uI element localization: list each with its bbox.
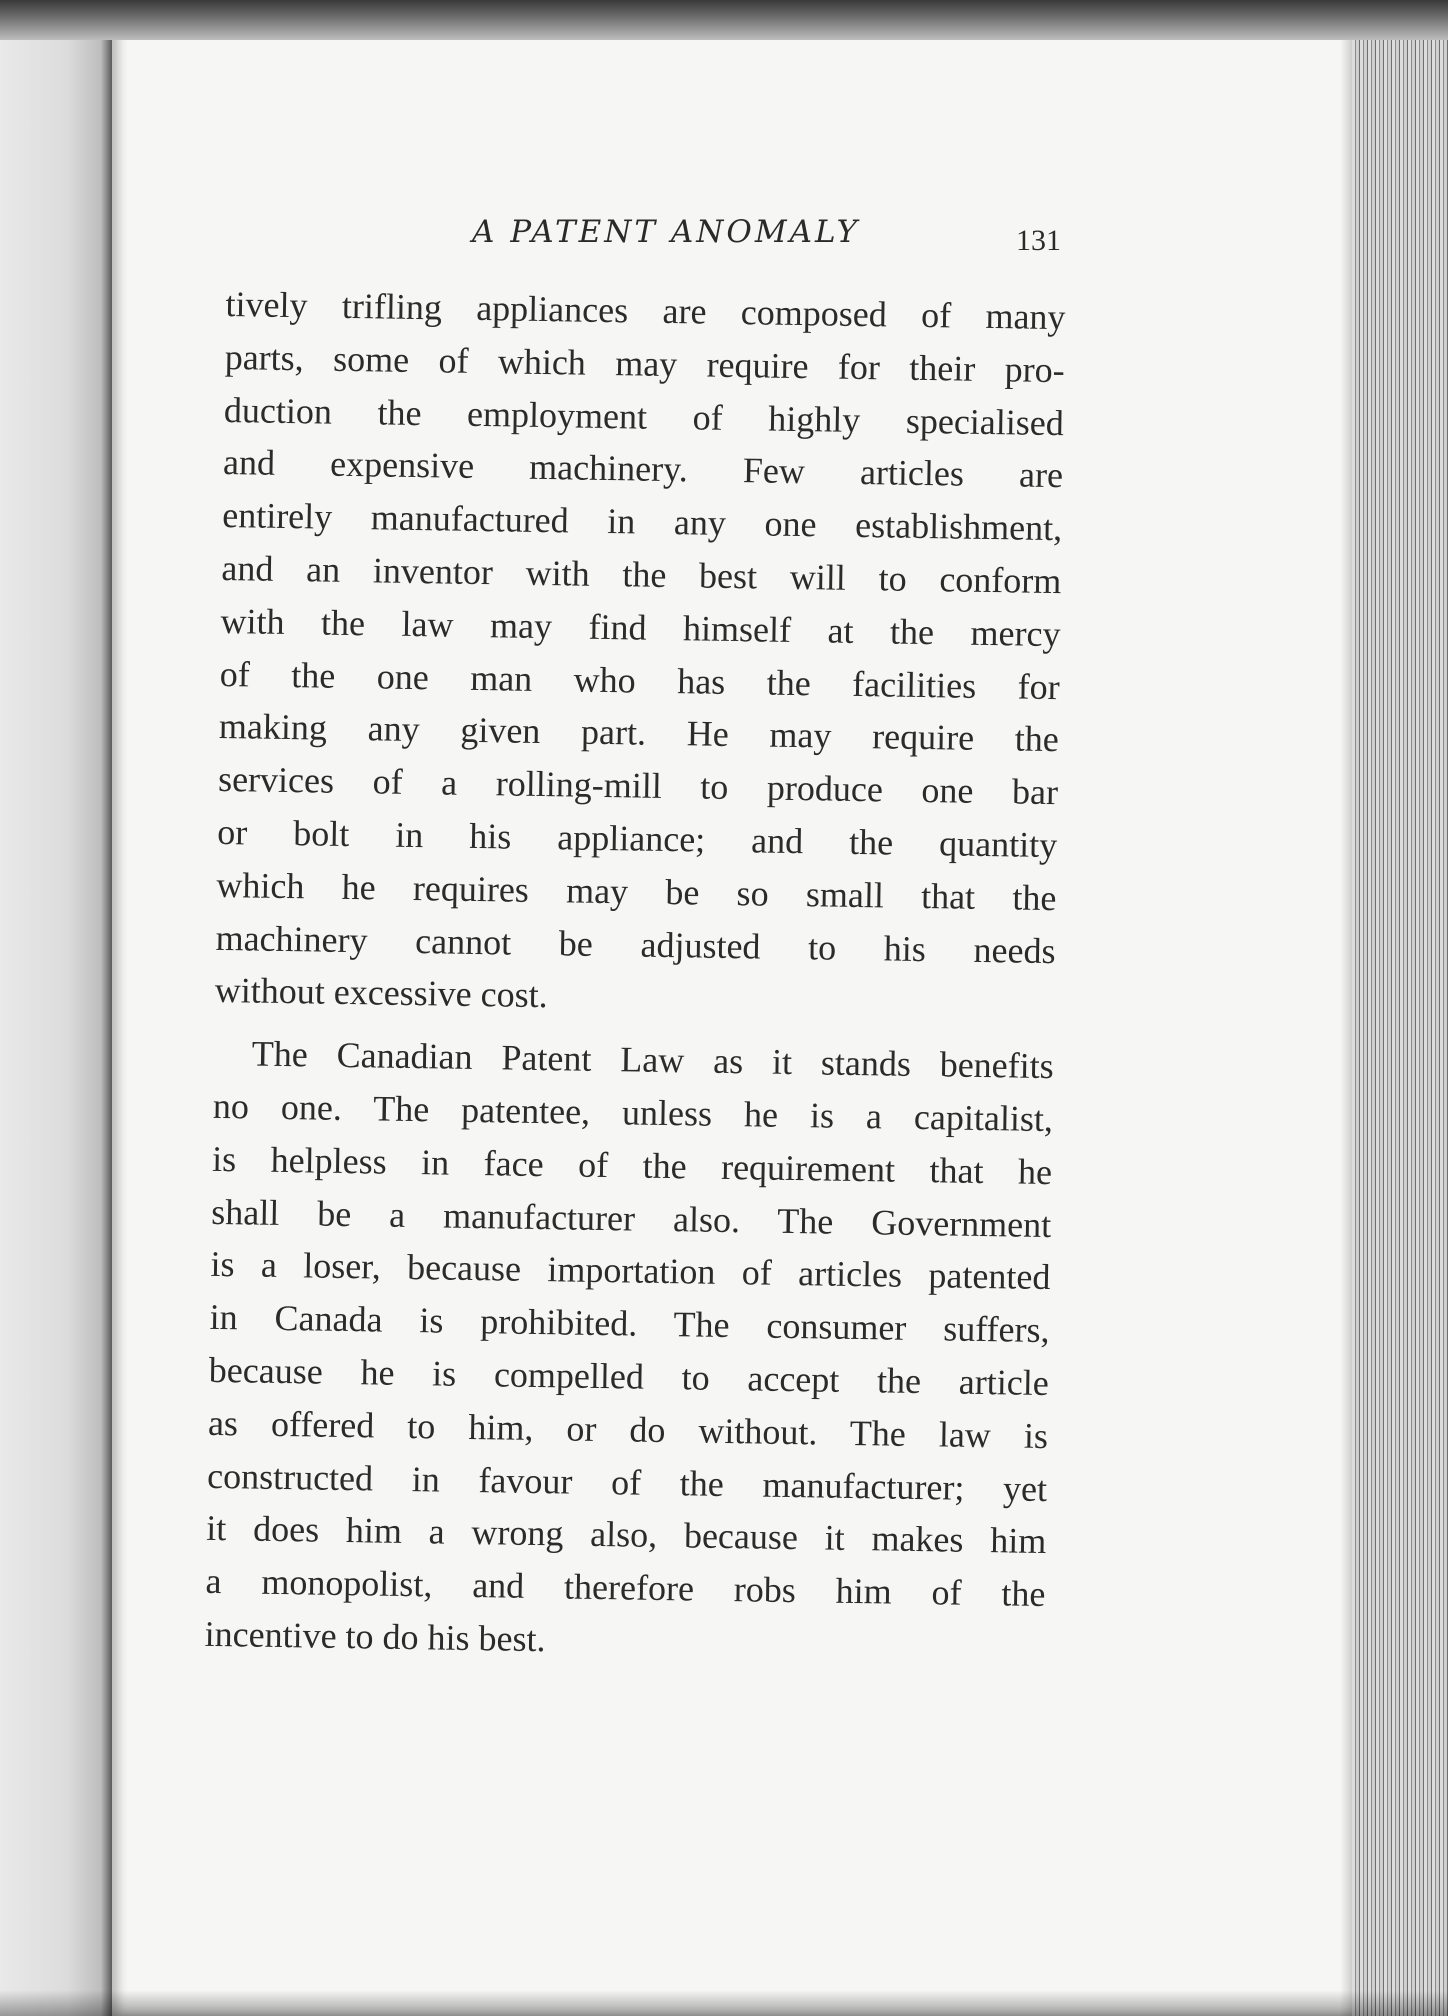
text-line: tively trifling appliances are composed of many [225,283,1066,338]
top-shadow [0,0,1448,40]
text-line: making any given part. He may require the [218,706,1060,760]
text-line: duction the employment of highly specialised [223,389,1065,443]
text-line: no one. The patentee, unless he is a capitalist, [212,1085,1054,1140]
text-line: constructed in favour of the manufacturer; yet [206,1455,1048,1509]
text-line: it does him a wrong also, because it makes him [206,1508,1047,1562]
text-line: or bolt in his appliance; and the quantity [216,811,1058,866]
body-text [204,278,1066,1674]
text-line: a monopolist, and therefore robs him of the [205,1560,1046,1615]
text-line: services of a rolling-mill to produce one bar [217,759,1059,813]
running-head: A PATENT ANOMALY [472,214,861,250]
text-line: incentive to do his best. [204,1613,546,1660]
text-line: in Canada is prohibited. The consumer suffers, [209,1297,1050,1351]
paragraph-2 [204,1027,1054,1674]
text-line: is a loser, because importation of articles patented [210,1244,1051,1298]
text-line: and an inventor with the best will to conform [221,547,1062,602]
text-line: and expensive machinery. Few articles are [222,442,1064,496]
bottom-shadow [0,1990,1448,2016]
paragraph-1 [214,278,1066,1030]
left-page-edge [0,0,112,2016]
page-number: 131 [1016,224,1061,257]
text-line: which he requires may be so small that the [216,864,1057,918]
text-line: is helpless in face of the requirement that he [211,1138,1053,1192]
text-line: without excessive cost. [214,970,549,1016]
text-line: machinery cannot be adjusted to his needs [215,917,1056,971]
text-line: The Canadian Patent Law as it stands benefits [251,1033,1055,1087]
text-line: with the law may find himself at the mercy [220,600,1061,654]
page-stack-edge [1352,40,1448,2016]
text-line: shall be a manufacturer also. The Government [211,1191,1052,1245]
text-line: entirely manufactured in any one establishment, [221,495,1063,549]
text-line: as offered to him, or do without. The law is [207,1402,1049,1456]
text-line: of the one man who has the facilities for [219,653,1060,707]
text-line: parts, some of which may require for their pro- [224,336,1065,390]
text-line: because he is compelled to accept the article [208,1349,1050,1403]
